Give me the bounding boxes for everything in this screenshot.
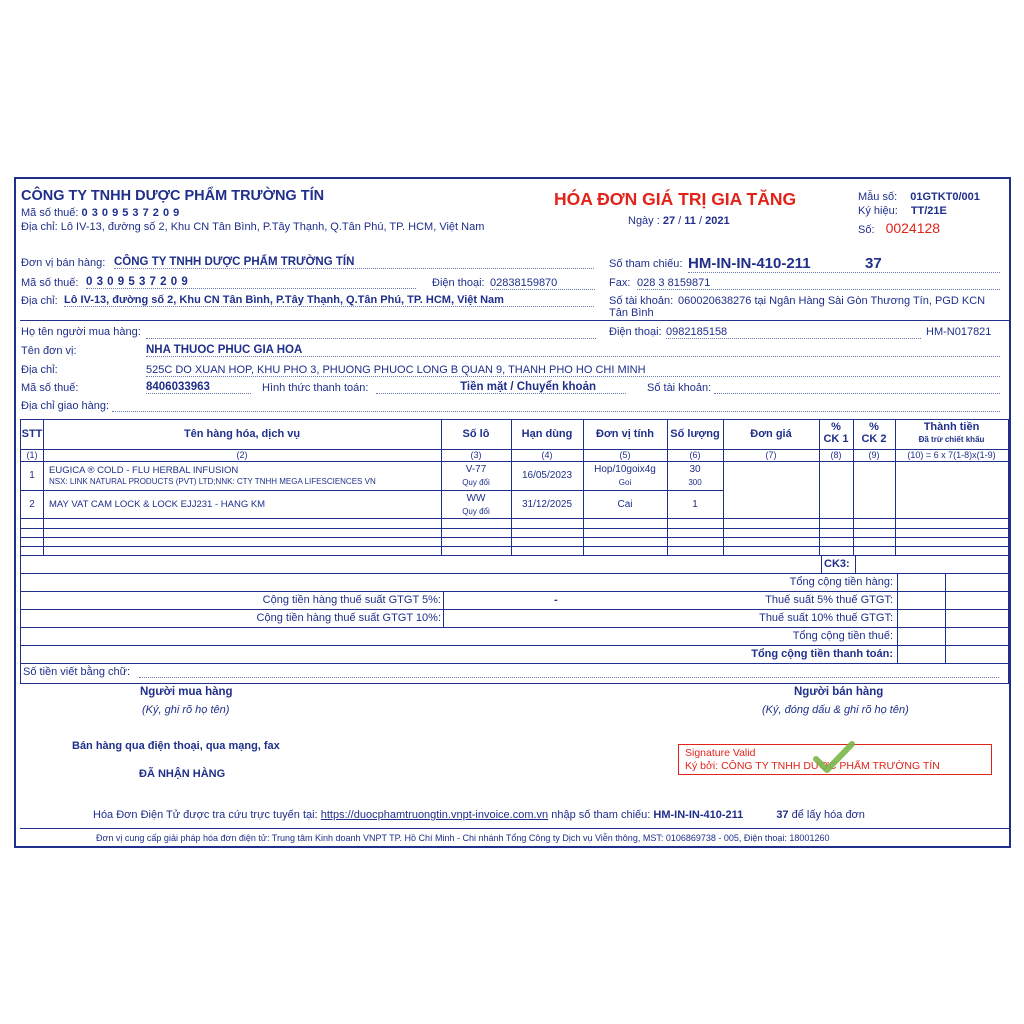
row1-unit: Hop/10goix4g — [594, 464, 656, 475]
seller-account-value: 060020638276 tại Ngân Hàng Sài Gòn Thương Tín, PGD KCN — [678, 295, 986, 307]
row-line — [21, 528, 1008, 529]
vat5-goods-value: - — [554, 594, 558, 606]
symbol-value: TT/21E — [910, 205, 947, 217]
vat5-tax-label: Thuế suất 5% thuế GTGT: — [765, 594, 893, 606]
header-address: Địa chỉ: Lô IV-13, đường số 2, Khu CN Tân Bình, P.Tây Thạnh, Q.Tân Phú, TP. HCM, Việt Nam — [21, 221, 485, 233]
ref-value: HM-IN-IN-410-211 — [688, 255, 811, 272]
colnum-10: (10) = 6 x 7(1-8)x(1-9) — [907, 450, 996, 460]
buyer-name-label: Họ tên người mua hàng: — [21, 326, 141, 338]
summary-col-line — [897, 573, 898, 663]
colnum-1: (1) — [26, 450, 38, 460]
colnum-8: (8) — [830, 450, 842, 460]
seller-phone-value: 02838159870 — [490, 277, 595, 290]
lookup-end: để lấy hóa đơn — [791, 809, 865, 821]
payment-value-text: Tiền mặt / Chuyển khoản — [460, 381, 596, 393]
seller-tax-value: 0 3 0 9 5 3 7 2 0 9 — [86, 276, 416, 289]
seller-unit-label: Đơn vị bán hàng: — [21, 257, 106, 269]
total-tax-label: Tổng cộng tiền thuế: — [792, 630, 893, 642]
header-tax-line — [21, 207, 180, 219]
total-goods-label: Tổng cộng tiền hàng: — [789, 576, 893, 588]
ref-suffix: 37 — [865, 255, 882, 272]
th-ck2-pct: % — [869, 421, 879, 433]
footer-divider — [20, 828, 1009, 829]
th-total — [895, 421, 1008, 446]
row1-lot-sub: Quy đổi — [462, 478, 490, 487]
in-words-field — [139, 667, 999, 678]
th-unit: Đơn vị tính — [596, 428, 654, 440]
col-line — [43, 420, 44, 555]
header-tax-code: 0 3 0 9 5 3 7 2 0 9 — [81, 207, 180, 219]
seller-phone-label: Điện thoại: — [432, 277, 485, 289]
row2-name: MAY VAT CAM LOCK & LOCK EJJ231 - HANG KM — [49, 499, 266, 510]
number-label: Số: — [858, 224, 875, 236]
th-expiry: Hạn dùng — [521, 428, 573, 440]
ck3-line — [821, 556, 822, 573]
seller-account-label: Số tài khoản: — [609, 295, 674, 307]
th-stt: STT — [21, 428, 43, 440]
buyer-phone-value: 0982185158 — [666, 326, 921, 339]
row2-unit: Cai — [617, 499, 633, 510]
buyer-tax-label: Mã số thuế: — [21, 382, 79, 394]
buyer-unit-label: Tên đơn vị: — [21, 345, 77, 357]
summary-line — [21, 591, 1008, 592]
seller-tax-label: Mã số thuế: — [21, 277, 79, 289]
colnum-3: (3) — [470, 450, 482, 460]
digital-signature-box — [678, 744, 992, 775]
grand-total-label: Tổng cộng tiền thanh toán: — [751, 648, 893, 660]
vat10-tax-label: Thuế suất 10% thuế GTGT: — [759, 612, 893, 624]
summary-line — [21, 573, 1008, 574]
row1-lot: V-77 — [465, 464, 487, 475]
vat10-goods-label: Cộng tiền hàng thuế suất GTGT 10%: — [256, 612, 441, 624]
row-line — [21, 546, 1008, 547]
colnum-4: (4) — [541, 450, 553, 460]
date-label: Ngày : — [628, 215, 660, 227]
buyer-account-label: Số tài khoản: — [647, 382, 712, 394]
buyer-tax-value: 8406033963 — [146, 381, 251, 394]
buyer-unit-value: NHA THUOC PHUC GIA HOA — [146, 344, 1000, 357]
summary-line — [21, 627, 1008, 628]
delivery-label: Địa chỉ giao hàng: — [21, 400, 110, 412]
payment-value — [376, 381, 626, 394]
remote-sale-note: Bán hàng qua điện thoại, qua mạng, fax — [72, 740, 280, 752]
th-total-sub: Đã trừ chiết khấu — [918, 435, 985, 444]
th-name: Tên hàng hóa, dịch vụ — [183, 428, 301, 440]
lookup-ref: HM-IN-IN-410-211 — [653, 809, 744, 821]
buyer-name-field — [146, 327, 596, 339]
th-ck2 — [853, 421, 895, 445]
summary-line — [21, 645, 1008, 646]
buyer-sign-note: (Ký, ghi rõ họ tên) — [142, 704, 230, 716]
delivery-field — [112, 400, 1000, 412]
buyer-code: HM-N017821 — [926, 326, 992, 338]
colnum-9: (9) — [868, 450, 880, 460]
lookup-prefix: Hóa Đơn Điện Tử được tra cứu trực tuyến tại: — [93, 809, 318, 821]
form-number — [858, 191, 980, 203]
row1-stt: 1 — [29, 470, 35, 481]
row1-expiry: 16/05/2023 — [521, 470, 573, 481]
provider-note: Đơn vị cung cấp giải pháp hóa đơn điện tử: Trung tâm Kinh doanh VNPT TP. Hồ Chí Minh - Chi nhánh Tổng Công ty Dịch vụ Viễn thông, MST: 0106869738 - 005, Điện thoại: 18001260 — [96, 833, 830, 843]
payment-label: Hình thức thanh toán: — [262, 382, 369, 394]
colnum-5: (5) — [619, 450, 631, 460]
check-icon — [813, 741, 855, 775]
th-ck2-label: CK 2 — [861, 433, 887, 445]
row2-expiry: 31/12/2025 — [521, 499, 573, 510]
invoice-number — [858, 220, 940, 236]
summary-col-line — [945, 573, 946, 663]
summary-line — [21, 663, 1008, 664]
row1-qty-sub: 300 — [688, 478, 702, 487]
signature-by-text: Ký bởi: CÔNG TY TNHH DƯỢC PHẨM TRƯỜNG TÍN — [685, 760, 940, 772]
seller-fax-label: Fax: — [609, 277, 631, 289]
seller-sign-title: Người bán hàng — [794, 686, 884, 698]
received-note: ĐÃ NHẬN HÀNG — [139, 768, 226, 780]
ck3-label: CK3: — [824, 558, 850, 570]
ref-field — [688, 255, 1000, 273]
buyer-addr-label: Địa chỉ: — [21, 364, 58, 376]
invoice-symbol — [858, 205, 947, 217]
signature-valid-text: Signature Valid — [685, 747, 756, 759]
th-qty: Số lượng — [670, 428, 720, 440]
header-tax-label: Mã số thuế: — [21, 207, 79, 219]
summary-area — [20, 556, 1009, 684]
lookup-url[interactable]: https://duocphamtruongtin.vnpt-invoice.com.vn — [320, 809, 549, 821]
row1-qty: 30 — [689, 464, 701, 475]
seller-addr-value: Lô IV-13, đường số 2, Khu CN Tân Bình, P.Tây Thạnh, Q.Tân Phú, TP. HCM, Việt Nam — [64, 294, 594, 307]
seller-sign-note: (Ký, đóng dấu & ghi rõ họ tên) — [762, 704, 909, 716]
vat5-goods-label: Cộng tiền hàng thuế suất GTGT 5%: — [262, 594, 441, 606]
ck3-line — [855, 556, 856, 573]
form-value: 01GTKT0/001 — [910, 191, 980, 203]
invoice-date — [628, 215, 730, 227]
th-ck1-label: CK 1 — [823, 433, 849, 445]
col-line — [511, 420, 512, 555]
items-table — [20, 419, 1009, 556]
th-lot: Số lô — [462, 428, 490, 440]
row2-lot: WW — [466, 493, 486, 504]
company-name: CÔNG TY TNHH DƯỢC PHẨM TRƯỜNG TÍN — [21, 188, 325, 204]
ref-label: Số tham chiếu: — [609, 258, 683, 270]
summary-col-line — [443, 591, 444, 627]
th-total-label: Thành tiền — [923, 421, 980, 433]
section-divider — [20, 320, 1009, 321]
row-line — [21, 537, 1008, 538]
row2-qty: 1 — [692, 499, 698, 510]
colnum-2: (2) — [236, 450, 248, 460]
th-ck1 — [819, 421, 853, 445]
row-line — [21, 461, 1008, 462]
seller-fax-value: 028 3 8159871 — [637, 277, 1000, 290]
date-year: 2021 — [705, 215, 730, 227]
date-day: 27 — [662, 215, 676, 227]
buyer-phone-label: Điện thoại: — [609, 326, 662, 338]
lookup-ref-suffix: 37 — [776, 809, 789, 821]
in-words-label: Số tiền viết bằng chữ: — [23, 666, 131, 678]
colnum-7: (7) — [765, 450, 777, 460]
seller-unit-value: CÔNG TY TNHH DƯỢC PHẨM TRƯỜNG TÍN — [114, 256, 594, 269]
row2-lot-sub: Quy đổi — [462, 507, 490, 516]
date-month: 11 — [684, 215, 696, 227]
date-sep-2: / — [699, 215, 703, 227]
date-sep-1: / — [678, 215, 682, 227]
form-label: Mẫu số: — [858, 191, 898, 203]
colnum-6: (6) — [689, 450, 701, 460]
row1-unit-sub: Goi — [618, 478, 632, 487]
lookup-mid: nhập số tham chiếu: — [551, 809, 651, 821]
row1-name: EUGICA ® COLD - FLU HERBAL INFUSION — [49, 465, 239, 476]
invoice — [14, 177, 1011, 848]
summary-line — [21, 609, 1008, 610]
th-price: Đơn giá — [750, 428, 792, 440]
lookup-line — [93, 809, 865, 821]
th-ck1-pct: % — [831, 421, 841, 433]
row-line — [21, 518, 1008, 519]
buyer-addr-value: 525C DO XUAN HOP, KHU PHO 3, PHUONG PHUOC LONG B QUAN 9, THANH PHO HO CHI MINH — [146, 364, 1000, 377]
seller-account-value-2: Tân Bình — [609, 307, 654, 319]
row2-stt: 2 — [29, 499, 35, 510]
buyer-account-field — [714, 382, 1000, 394]
buyer-sign-title: Người mua hàng — [140, 686, 233, 698]
invoice-title: HÓA ĐƠN GIÁ TRỊ GIA TĂNG — [554, 189, 797, 209]
number-value: 0024128 — [885, 220, 941, 236]
seller-addr-label: Địa chỉ: — [21, 295, 58, 307]
row1-name-sub: NSX: LINK NATURAL PRODUCTS (PVT) LTD;NNK: CTY TNHH MEGA LIFESCIENCES VN — [49, 477, 376, 486]
row-line — [21, 490, 724, 491]
symbol-label: Ký hiệu: — [858, 205, 898, 217]
col-line — [723, 420, 724, 555]
